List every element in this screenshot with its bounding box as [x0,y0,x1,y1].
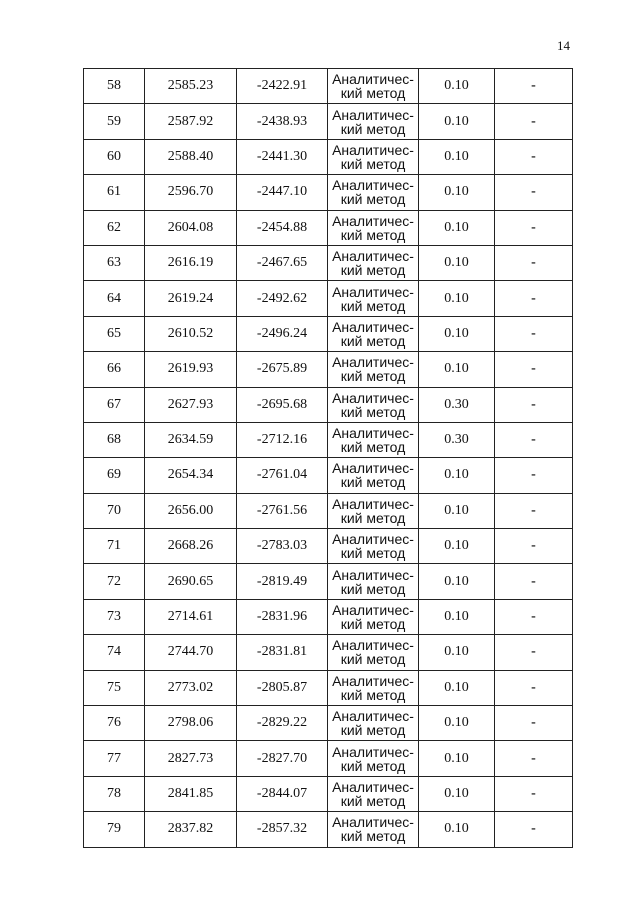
y-coordinate-cell: -2441.30 [237,139,328,174]
method-cell [328,458,419,493]
y-coordinate-cell: -2805.87 [237,670,328,705]
note-cell: - [495,706,573,741]
method-text-line: Аналитичес- [332,495,414,512]
x-coordinate-cell: 2610.52 [145,316,237,351]
accuracy-cell: 0.10 [419,316,495,351]
point-number-cell: 79 [84,812,145,847]
method-cell [328,352,419,387]
method-cell [328,741,419,776]
accuracy-cell: 0.10 [419,352,495,387]
method-text-line: кий метод [340,297,406,314]
accuracy-cell: 0.30 [419,387,495,422]
method-text-line: кий метод [340,155,406,172]
accuracy-cell: 0.10 [419,245,495,280]
method-cell [328,529,419,564]
accuracy-cell: 0.10 [419,139,495,174]
y-coordinate-cell: -2844.07 [237,776,328,811]
accuracy-cell: 0.10 [419,599,495,634]
y-coordinate-cell: -2819.49 [237,564,328,599]
point-number-cell: 77 [84,741,145,776]
table-row [84,599,573,634]
table-row [84,139,573,174]
x-coordinate-cell: 2841.85 [145,776,237,811]
method-cell [328,387,419,422]
x-coordinate-cell: 2585.23 [145,69,237,104]
accuracy-cell: 0.10 [419,104,495,139]
accuracy-cell: 0.30 [419,422,495,457]
x-coordinate-cell: 2690.65 [145,564,237,599]
y-coordinate-cell: -2695.68 [237,387,328,422]
table-row [84,529,573,564]
table-row [84,635,573,670]
method-cell [328,104,419,139]
accuracy-cell: 0.10 [419,670,495,705]
y-coordinate-cell: -2675.89 [237,352,328,387]
method-cell [328,422,419,457]
note-cell: - [495,458,573,493]
table-row [84,422,573,457]
method-text-line: кий метод [340,686,406,703]
method-text-line: кий метод [340,474,406,491]
y-coordinate-cell: -2496.24 [237,316,328,351]
method-text-line: Аналитичес- [332,354,414,371]
y-coordinate-cell: -2857.32 [237,812,328,847]
note-cell: - [495,210,573,245]
note-cell: - [495,422,573,457]
method-text-line: Аналитичес- [332,425,414,442]
method-text-line: Аналитичес- [332,389,414,406]
method-text-line: Аналитичес- [332,672,414,689]
x-coordinate-cell: 2714.61 [145,599,237,634]
method-cell [328,316,419,351]
point-number-cell: 63 [84,245,145,280]
method-text-line: Аналитичес- [332,779,414,795]
table-row [84,812,573,847]
table-row [84,387,573,422]
x-coordinate-cell: 2827.73 [145,741,237,776]
method-text-line: Аналитичес- [332,460,414,477]
x-coordinate-cell: 2634.59 [145,422,237,457]
method-text-line: кий метод [340,403,406,420]
y-coordinate-cell: -2712.16 [237,422,328,457]
method-text-line: Аналитичес- [332,708,414,725]
accuracy-cell: 0.10 [419,776,495,811]
point-number-cell: 73 [84,599,145,634]
point-number-cell: 76 [84,706,145,741]
method-cell [328,281,419,316]
method-cell [328,210,419,245]
method-cell [328,564,419,599]
method-text-line: Аналитичес- [332,212,414,229]
method-text-line: кий метод [340,368,406,385]
table-row [84,564,573,599]
table-row [84,281,573,316]
point-number-cell: 66 [84,352,145,387]
method-text-line: Аналитичес- [332,248,414,265]
table-row [84,741,573,776]
method-text-line: Аналитичес- [332,602,414,619]
table-row [84,210,573,245]
point-number-cell: 71 [84,529,145,564]
method-cell [328,493,419,528]
table-row [84,104,573,139]
method-cell [328,706,419,741]
point-number-cell: 62 [84,210,145,245]
method-text-line: кий метод [340,262,406,279]
note-cell: - [495,776,573,811]
y-coordinate-cell: -2422.91 [237,69,328,104]
accuracy-cell: 0.10 [419,281,495,316]
method-text-line: Аналитичес- [332,71,414,88]
table-row [84,670,573,705]
note-cell: - [495,741,573,776]
method-cell [328,139,419,174]
method-text-line: Аналитичес- [332,743,414,760]
method-text-line: кий метод [340,651,406,668]
accuracy-cell: 0.10 [419,812,495,847]
note-cell: - [495,104,573,139]
point-number-cell: 65 [84,316,145,351]
x-coordinate-cell: 2837.82 [145,812,237,847]
point-number-cell: 69 [84,458,145,493]
note-cell: - [495,245,573,280]
method-cell [328,635,419,670]
table-row [84,352,573,387]
method-text-line: Аналитичес- [332,177,414,194]
y-coordinate-cell: -2492.62 [237,281,328,316]
y-coordinate-cell: -2447.10 [237,175,328,210]
x-coordinate-cell: 2619.93 [145,352,237,387]
method-cell [328,175,419,210]
accuracy-cell: 0.10 [419,210,495,245]
accuracy-cell: 0.10 [419,529,495,564]
x-coordinate-cell: 2798.06 [145,706,237,741]
y-coordinate-cell: -2831.96 [237,599,328,634]
table-row [84,493,573,528]
method-text-line: кий метод [340,120,406,137]
note-cell: - [495,812,573,847]
note-cell: - [495,69,573,104]
note-cell: - [495,599,573,634]
y-coordinate-cell: -2438.93 [237,104,328,139]
method-cell [328,776,419,811]
page-number: 14 [557,38,570,53]
point-number-cell: 75 [84,670,145,705]
note-cell: - [495,635,573,670]
x-coordinate-cell: 2627.93 [145,387,237,422]
note-cell: - [495,387,573,422]
point-number-cell: 68 [84,422,145,457]
x-coordinate-cell: 2744.70 [145,635,237,670]
method-text-line: Аналитичес- [332,566,414,583]
point-number-cell: 74 [84,635,145,670]
accuracy-cell: 0.10 [419,458,495,493]
method-cell [328,670,419,705]
x-coordinate-cell: 2668.26 [145,529,237,564]
point-number-cell: 61 [84,175,145,210]
accuracy-cell: 0.10 [419,564,495,599]
method-text-line: кий метод [340,332,406,349]
method-text-line: кий метод [340,191,406,208]
x-coordinate-cell: 2619.24 [145,281,237,316]
method-cell [328,599,419,634]
point-number-cell: 67 [84,387,145,422]
coordinates-table [83,68,573,848]
y-coordinate-cell: -2454.88 [237,210,328,245]
method-text-line: Аналитичес- [332,283,414,300]
point-number-cell: 58 [84,69,145,104]
note-cell: - [495,175,573,210]
table-row [84,69,573,104]
method-text-line: кий метод [340,757,406,774]
note-cell: - [495,281,573,316]
table-row [84,245,573,280]
method-text-line: кий метод [340,509,406,526]
accuracy-cell: 0.10 [419,493,495,528]
x-coordinate-cell: 2616.19 [145,245,237,280]
table-row [84,776,573,811]
x-coordinate-cell: 2604.08 [145,210,237,245]
method-text-line: кий метод [340,439,406,456]
accuracy-cell: 0.10 [419,635,495,670]
table-row [84,458,573,493]
coordinates-table-body [84,69,573,848]
method-cell [328,812,419,847]
y-coordinate-cell: -2831.81 [237,635,328,670]
method-cell [328,245,419,280]
method-text-line: кий метод [340,616,406,633]
method-text-line: Аналитичес- [332,141,414,158]
table-row [84,175,573,210]
x-coordinate-cell: 2588.40 [145,139,237,174]
method-text-line: Аналитичес- [332,637,414,654]
method-text-line: Аналитичес- [332,106,414,123]
point-number-cell: 60 [84,139,145,174]
method-text-line: кий метод [340,722,406,739]
y-coordinate-cell: -2827.70 [237,741,328,776]
method-text-line: Аналитичес- [332,318,414,335]
table-row [84,706,573,741]
note-cell: - [495,670,573,705]
x-coordinate-cell: 2654.34 [145,458,237,493]
y-coordinate-cell: -2783.03 [237,529,328,564]
method-cell [328,69,419,104]
y-coordinate-cell: -2829.22 [237,706,328,741]
table-row [84,316,573,351]
method-text-line: Аналитичес- [332,814,414,831]
note-cell: - [495,529,573,564]
point-number-cell: 64 [84,281,145,316]
method-text-line: кий метод [340,545,406,562]
method-text-line: кий метод [340,226,406,243]
note-cell: - [495,139,573,174]
note-cell: - [495,352,573,387]
accuracy-cell: 0.10 [419,175,495,210]
x-coordinate-cell: 2773.02 [145,670,237,705]
y-coordinate-cell: -2761.56 [237,493,328,528]
method-text-line: кий метод [340,793,406,809]
note-cell: - [495,564,573,599]
accuracy-cell: 0.10 [419,69,495,104]
method-text-line: кий метод [340,828,406,845]
y-coordinate-cell: -2761.04 [237,458,328,493]
x-coordinate-cell: 2587.92 [145,104,237,139]
y-coordinate-cell: -2467.65 [237,245,328,280]
accuracy-cell: 0.10 [419,741,495,776]
point-number-cell: 72 [84,564,145,599]
note-cell: - [495,316,573,351]
x-coordinate-cell: 2656.00 [145,493,237,528]
note-cell: - [495,493,573,528]
method-text-line: кий метод [340,85,406,102]
point-number-cell: 59 [84,104,145,139]
point-number-cell: 70 [84,493,145,528]
method-text-line: Аналитичес- [332,531,414,548]
accuracy-cell: 0.10 [419,706,495,741]
x-coordinate-cell: 2596.70 [145,175,237,210]
method-text-line: кий метод [340,580,406,597]
point-number-cell: 78 [84,776,145,811]
